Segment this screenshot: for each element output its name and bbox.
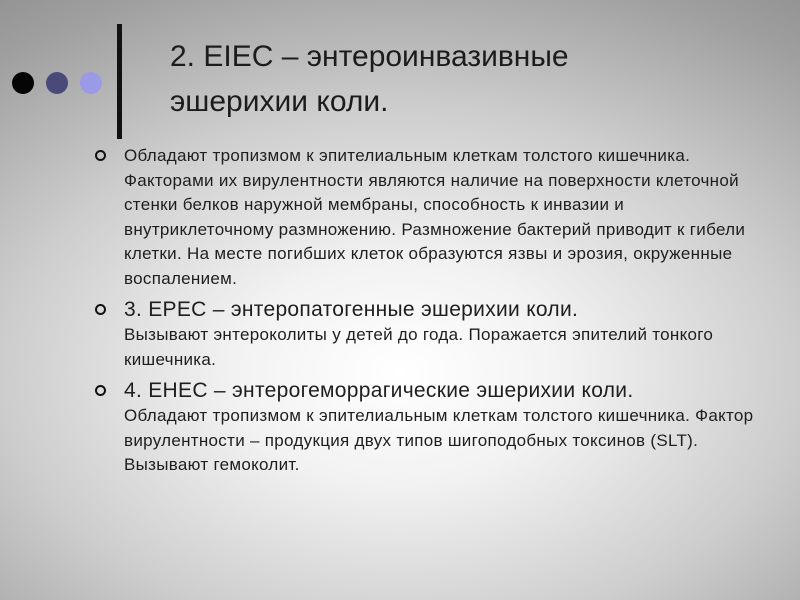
bullet-heading: 4. EHEC – энтерогеморрагические эшерихии коли. xyxy=(124,379,634,402)
bullet-body: Обладают тропизмом к эпителиальным клеткам толстого кишечника. Фактор вирулентности – продукция двух типов шигоподобных токсинов (SLT). Вызывают гемоколит. xyxy=(124,406,754,474)
bullet-body: Вызывают энтероколиты у детей до года. Поражается эпителий тонкого кишечника. xyxy=(124,325,714,369)
ring-bullet-icon xyxy=(95,150,106,161)
slide-title xyxy=(170,34,770,124)
title-divider-line xyxy=(117,24,122,139)
bullet-text xyxy=(124,378,775,478)
ring-bullet-icon xyxy=(95,385,106,396)
bullet-item-epec xyxy=(95,297,775,372)
bullet-text xyxy=(124,297,775,372)
decor-dot-navy-icon xyxy=(46,72,68,94)
bullet-item-ehec xyxy=(95,378,775,478)
slide-title-line-1: 2. EIEC – энтероинвазивные xyxy=(170,40,569,73)
decor-dot-black-icon xyxy=(12,72,34,94)
decor-dot-lavender-icon xyxy=(80,72,102,94)
bullet-item-eiec xyxy=(95,144,775,291)
slide-title-line-2: эшерихии коли. xyxy=(170,85,389,118)
bullet-heading: 3. EPEC – энтеропатогенные эшерихии коли. xyxy=(124,298,579,321)
ring-bullet-icon xyxy=(95,304,106,315)
bullet-list xyxy=(95,144,775,484)
bullet-text: Обладают тропизмом к эпителиальным клеткам толстого кишечника. Факторами их вирулентности являются наличие на поверхности клеточной стенки белков наружной мембраны, способность к инвазии и внутриклеточному размножению. Размножение бактерий приводит к гибели клетки. На месте погибших клеток образуются язвы и эрозия, окруженные воспалением. xyxy=(124,146,746,288)
